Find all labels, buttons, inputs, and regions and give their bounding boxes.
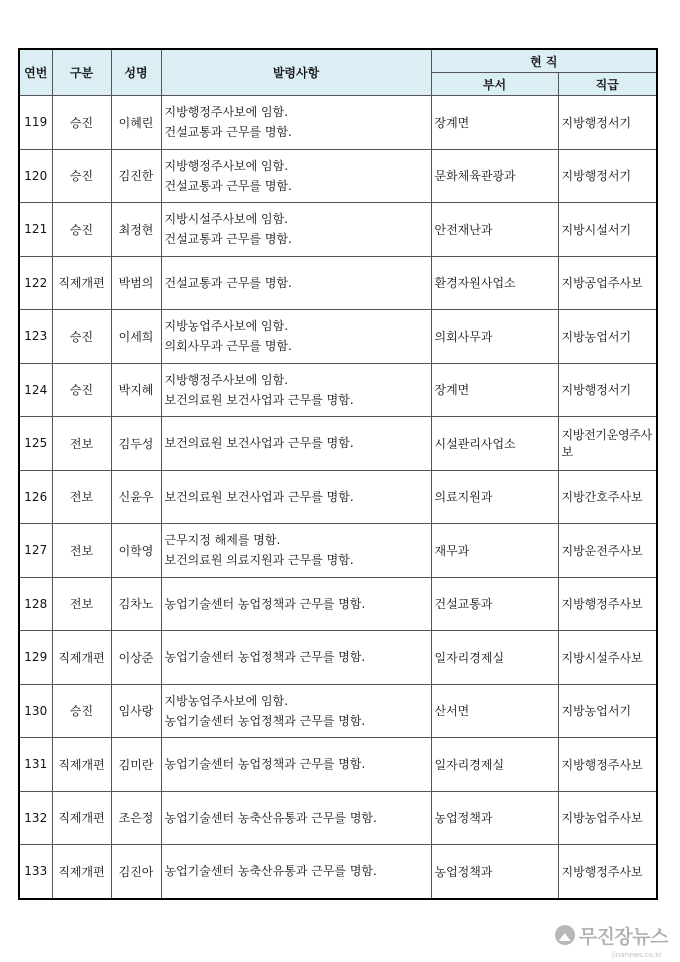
row-order [161, 684, 431, 738]
row-no: 127 [19, 524, 52, 578]
row-grade: 지방운전주사보 [558, 524, 657, 578]
row-dept: 산서면 [431, 684, 558, 738]
row-grade: 지방행정서기 [558, 96, 657, 150]
row-grade: 지방행정서기 [558, 363, 657, 417]
header-no: 연번 [19, 49, 52, 96]
header-name: 성명 [111, 49, 161, 96]
table-row [19, 203, 657, 257]
row-no: 126 [19, 470, 52, 524]
watermark-title: 무진장뉴스 [578, 925, 668, 948]
row-name: 이상준 [111, 631, 161, 685]
order-line: 지방시설주사보에 임함. [164, 212, 289, 227]
row-dept: 재무과 [431, 524, 558, 578]
row-order [161, 417, 431, 471]
row-order [161, 631, 431, 685]
row-order [161, 791, 431, 845]
row-grade: 지방공업주사보 [558, 256, 657, 310]
row-dept: 장계면 [431, 363, 558, 417]
order-line: 농업기술센터 농업정책과 근무를 명함. [164, 713, 366, 728]
order-line: 의회사무과 근무를 명함. [164, 339, 292, 354]
row-dept: 환경자원사업소 [431, 256, 558, 310]
row-type: 전보 [52, 524, 111, 578]
row-grade: 지방행정주사보 [558, 845, 657, 899]
table-row [19, 577, 657, 631]
row-order [161, 256, 431, 310]
row-dept: 문화체육관광과 [431, 149, 558, 203]
order-line: 농업기술센터 농업정책과 근무를 명함. [164, 596, 366, 611]
order-line: 농업기술센터 농업정책과 근무를 명함. [164, 757, 366, 772]
row-order [161, 738, 431, 792]
row-name: 김진아 [111, 845, 161, 899]
row-order [161, 363, 431, 417]
row-type: 직제개편 [52, 791, 111, 845]
row-type: 직제개편 [52, 845, 111, 899]
row-no: 131 [19, 738, 52, 792]
order-line: 지방행정주사보에 임함. [164, 158, 289, 173]
row-name: 김차노 [111, 577, 161, 631]
row-grade: 지방농업서기 [558, 684, 657, 738]
row-no: 132 [19, 791, 52, 845]
row-grade: 지방농업서기 [558, 310, 657, 364]
table-row [19, 684, 657, 738]
row-no: 122 [19, 256, 52, 310]
row-dept: 일자리경제실 [431, 631, 558, 685]
row-order [161, 524, 431, 578]
order-line: 지방농업주사보에 임함. [164, 319, 289, 334]
table-row [19, 470, 657, 524]
row-grade: 지방시설서기 [558, 203, 657, 257]
row-name: 조은정 [111, 791, 161, 845]
order-line: 보건의료원 보건사업과 근무를 명함. [164, 436, 354, 451]
row-type: 승진 [52, 310, 111, 364]
row-type: 전보 [52, 470, 111, 524]
order-line: 보건의료원 보건사업과 근무를 명함. [164, 392, 354, 407]
row-type: 승진 [52, 684, 111, 738]
row-order [161, 470, 431, 524]
row-grade: 지방농업주사보 [558, 791, 657, 845]
row-name: 김진한 [111, 149, 161, 203]
row-type: 직제개편 [52, 738, 111, 792]
row-order [161, 149, 431, 203]
row-grade: 지방행정주사보 [558, 577, 657, 631]
table-row [19, 791, 657, 845]
row-no: 129 [19, 631, 52, 685]
row-name: 이혜린 [111, 96, 161, 150]
row-type: 승진 [52, 203, 111, 257]
table-row [19, 149, 657, 203]
row-name: 김두성 [111, 417, 161, 471]
row-grade: 지방시설주사보 [558, 631, 657, 685]
order-line: 지방행정주사보에 임함. [164, 372, 289, 387]
order-line: 건설교통과 근무를 명함. [164, 125, 292, 140]
watermark [555, 920, 668, 959]
row-grade: 지방행정서기 [558, 149, 657, 203]
row-dept: 농업정책과 [431, 845, 558, 899]
row-grade: 지방간호주사보 [558, 470, 657, 524]
row-no: 128 [19, 577, 52, 631]
row-name: 최정현 [111, 203, 161, 257]
table-row [19, 417, 657, 471]
table-row [19, 845, 657, 899]
row-grade: 지방행정주사보 [558, 738, 657, 792]
row-dept: 의회사무과 [431, 310, 558, 364]
row-name: 박범의 [111, 256, 161, 310]
row-no: 120 [19, 149, 52, 203]
row-type: 승진 [52, 96, 111, 150]
header-dept: 부서 [431, 73, 558, 96]
order-line: 건설교통과 근무를 명함. [164, 232, 292, 247]
order-line: 건설교통과 근무를 명함. [164, 178, 292, 193]
order-line: 보건의료원 보건사업과 근무를 명함. [164, 489, 354, 504]
row-dept: 건설교통과 [431, 577, 558, 631]
row-dept: 농업정책과 [431, 791, 558, 845]
table-row [19, 310, 657, 364]
row-dept: 시설관리사업소 [431, 417, 558, 471]
row-type: 전보 [52, 417, 111, 471]
table-row [19, 256, 657, 310]
row-order [161, 577, 431, 631]
order-line: 지방농업주사보에 임함. [164, 693, 289, 708]
table-row [19, 524, 657, 578]
row-type: 직제개편 [52, 631, 111, 685]
table-row [19, 738, 657, 792]
row-name: 김미란 [111, 738, 161, 792]
row-grade: 지방전기운영주사보 [558, 417, 657, 471]
order-line: 지방행정주사보에 임함. [164, 105, 289, 120]
table-row [19, 96, 657, 150]
row-order [161, 96, 431, 150]
row-name: 신윤우 [111, 470, 161, 524]
table-body [19, 96, 657, 899]
personnel-table [18, 48, 658, 900]
row-type: 직제개편 [52, 256, 111, 310]
row-no: 123 [19, 310, 52, 364]
row-type: 전보 [52, 577, 111, 631]
header-order: 발령사항 [161, 49, 431, 96]
row-no: 133 [19, 845, 52, 899]
row-dept: 의료지원과 [431, 470, 558, 524]
row-name: 이학영 [111, 524, 161, 578]
watermark-sub: jinanews.co.kr [611, 951, 662, 959]
order-line: 농업기술센터 농업정책과 근무를 명함. [164, 650, 366, 665]
row-dept: 일자리경제실 [431, 738, 558, 792]
header-current: 현 직 [431, 49, 657, 73]
row-dept: 장계면 [431, 96, 558, 150]
mountain-logo-icon [555, 925, 575, 945]
order-line: 건설교통과 근무를 명함. [164, 275, 292, 290]
table-row [19, 363, 657, 417]
order-line: 보건의료원 의료지원과 근무를 명함. [164, 553, 354, 568]
row-type: 승진 [52, 149, 111, 203]
header-grade: 직급 [558, 73, 657, 96]
row-name: 임사랑 [111, 684, 161, 738]
header-type: 구분 [52, 49, 111, 96]
order-line: 근무지정 해제를 명함. [164, 533, 281, 548]
row-no: 124 [19, 363, 52, 417]
row-name: 박지혜 [111, 363, 161, 417]
row-no: 121 [19, 203, 52, 257]
row-type: 승진 [52, 363, 111, 417]
row-name: 이세희 [111, 310, 161, 364]
row-no: 119 [19, 96, 52, 150]
order-line: 농업기술센터 농축산유통과 근무를 명함. [164, 864, 377, 879]
row-order [161, 203, 431, 257]
table-row [19, 631, 657, 685]
row-no: 130 [19, 684, 52, 738]
order-line: 농업기술센터 농축산유통과 근무를 명함. [164, 810, 377, 825]
row-order [161, 310, 431, 364]
table-header [19, 49, 657, 96]
row-dept: 안전재난과 [431, 203, 558, 257]
row-no: 125 [19, 417, 52, 471]
row-order [161, 845, 431, 899]
